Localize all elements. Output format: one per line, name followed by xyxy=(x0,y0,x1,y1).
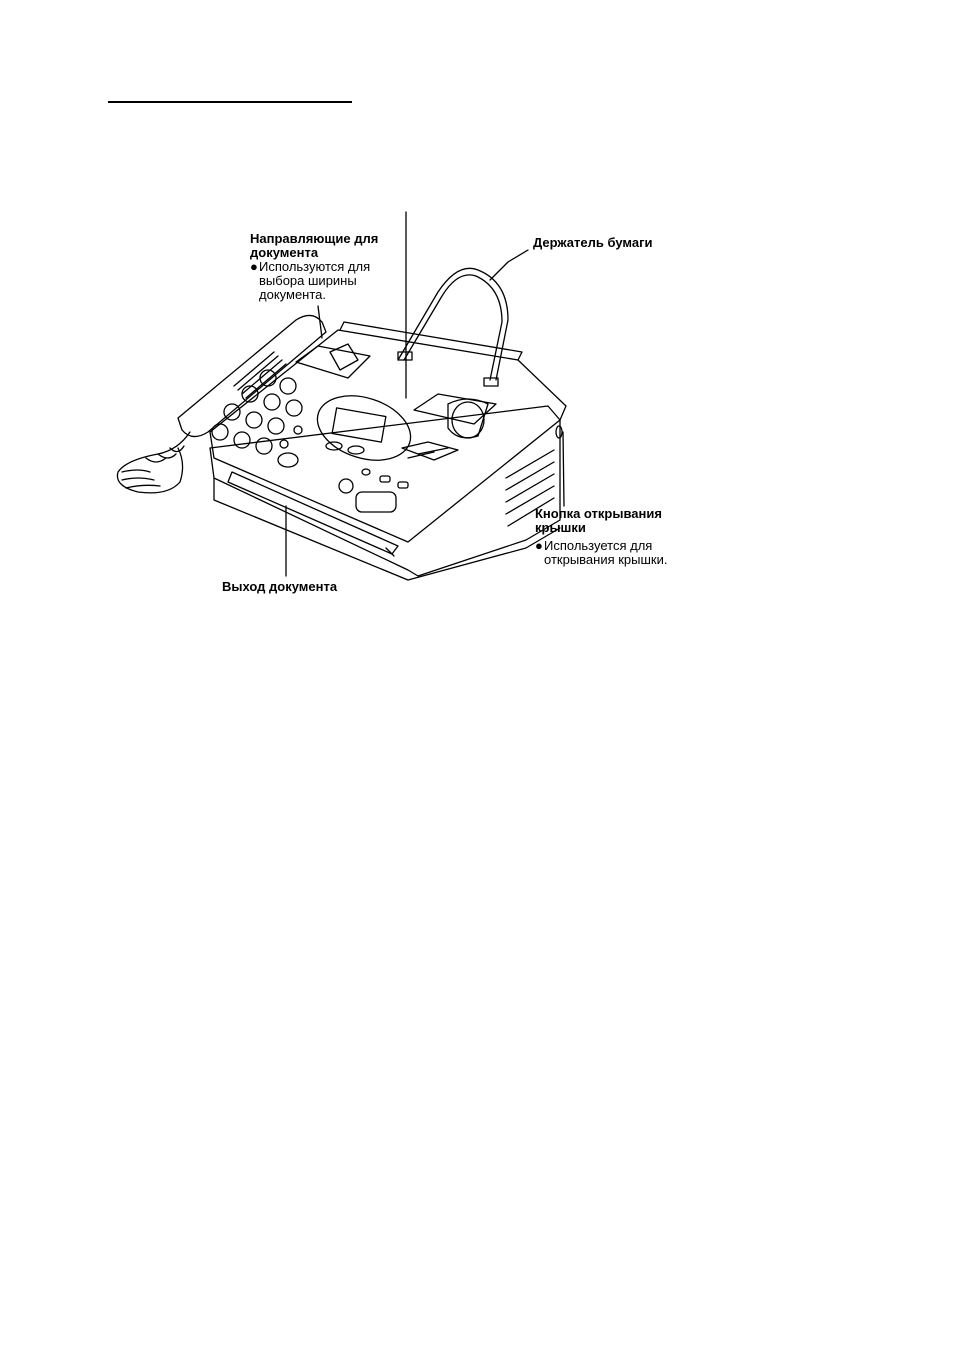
document-guides-title-line2: документа xyxy=(250,245,319,260)
cover-open-button-desc-line2: открывания крышки. xyxy=(544,552,668,567)
section-heading-rule xyxy=(108,101,352,103)
document-guides-desc-line1: Используются для xyxy=(259,259,371,274)
document-guides-desc-line3: документа. xyxy=(259,287,326,302)
lcd-display xyxy=(332,408,386,442)
bullet-icon: ● xyxy=(250,259,258,274)
document-exit-slot xyxy=(228,472,398,554)
handset xyxy=(178,315,326,436)
document-exit-label xyxy=(222,580,337,594)
leader-line-paper-holder xyxy=(490,250,528,280)
paper-holder-wire xyxy=(398,268,508,380)
paper-roll-housing xyxy=(448,399,488,438)
document-guides-title-line1: Направляющие для xyxy=(250,231,379,246)
document-exit-title: Выход документа xyxy=(222,579,338,594)
document-guides-desc-line2: выбора ширины xyxy=(259,273,357,288)
cover-open-button-title-line1: Кнопка открывания xyxy=(535,506,662,521)
document-guides-label xyxy=(250,232,378,302)
cover-open-button-bullet-row xyxy=(535,539,668,553)
cover-open-button-title-line2: крышки xyxy=(535,520,586,535)
navigator-button xyxy=(339,479,353,493)
control-panel xyxy=(309,385,419,472)
start-button xyxy=(356,492,396,512)
document-guides-bullet-row xyxy=(250,260,378,274)
paper-holder-title: Держатель бумаги xyxy=(533,235,653,250)
bullet-icon: ● xyxy=(535,538,543,553)
leader-line-cover-button xyxy=(563,432,564,506)
cover-open-button-desc-line1: Используется для xyxy=(544,538,653,553)
fax-machine-figure xyxy=(108,210,680,596)
cover-open-button xyxy=(556,426,562,438)
paper-holder-label xyxy=(533,236,652,250)
cover-open-button-label xyxy=(535,507,668,567)
speaker-button xyxy=(278,453,298,467)
